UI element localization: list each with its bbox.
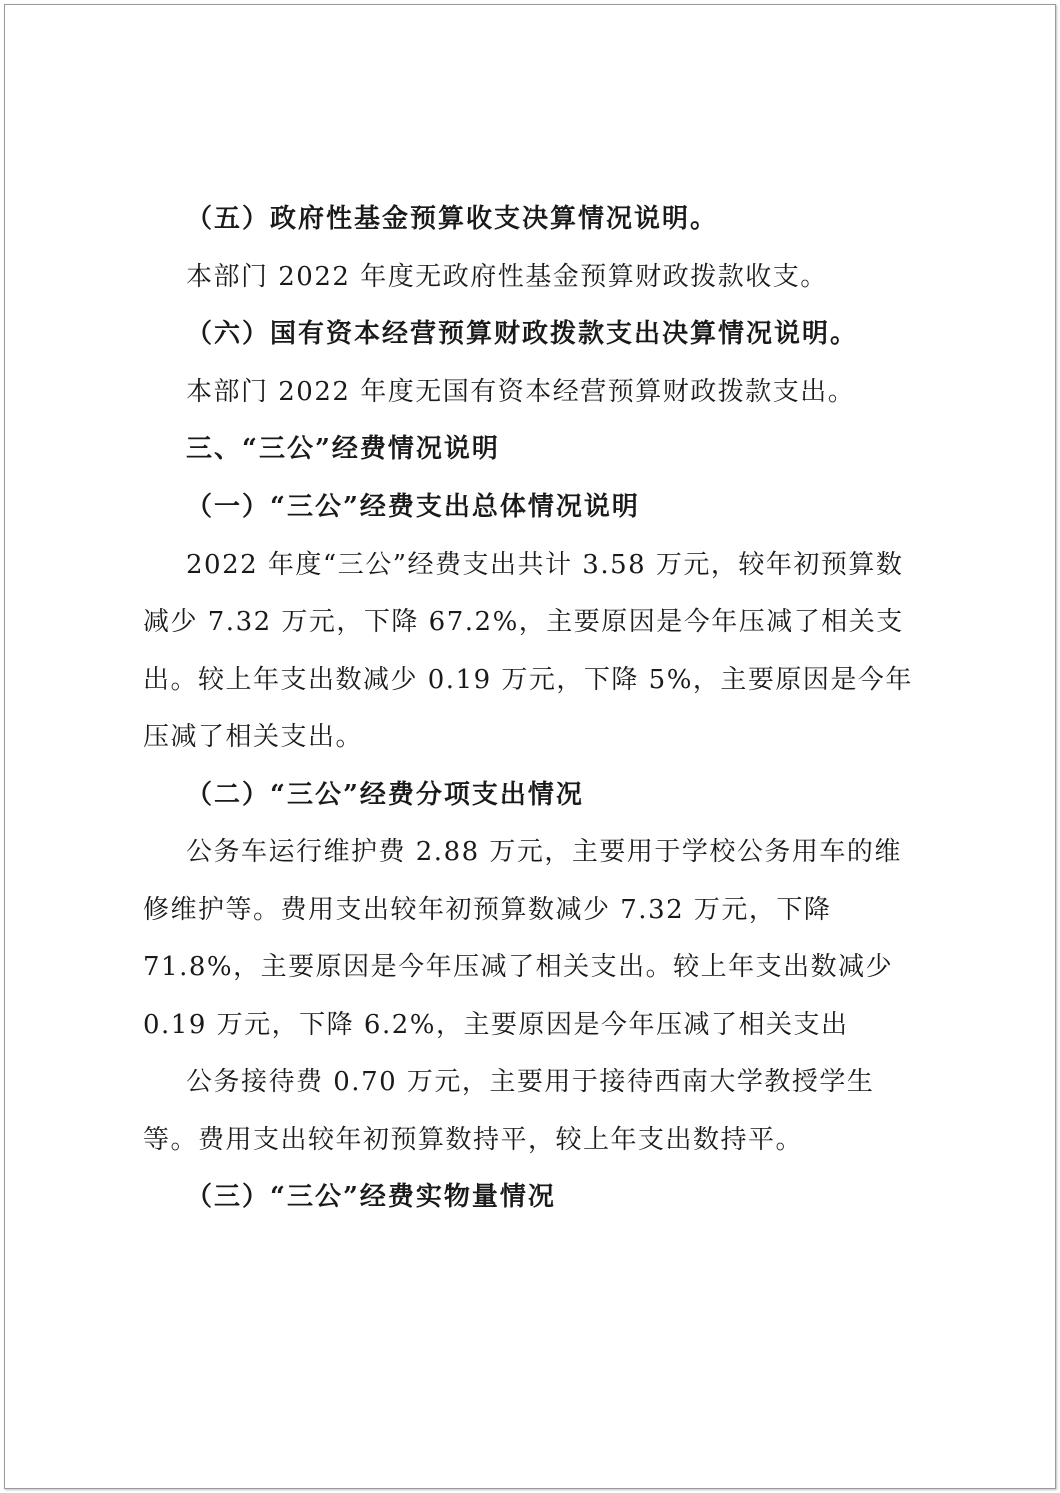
- section-6-heading: （六）国有资本经营预算财政拨款支出决算情况说明。: [186, 319, 859, 349]
- paragraph-1-line-1: 2022 年度“三公”经费支出共计 3.58 万元，较年初预算数: [186, 550, 904, 580]
- paragraph-2-line-4: 0.19 万元，下降 6.2%，主要原因是今年压减了相关支出: [143, 1010, 849, 1040]
- subsection-1-heading: （一）“三公”经费支出总体情况说明: [186, 492, 640, 522]
- paragraph-3-line-1: 公务接待费 0.70 万元，主要用于接待西南大学教授学生: [186, 1067, 875, 1097]
- paragraph-2-line-3: 71.8%，主要原因是今年压减了相关支出。较上年支出数减少: [143, 952, 894, 982]
- paragraph-1-line-4: 压减了相关支出。: [143, 722, 364, 752]
- subsection-3-heading: （三）“三公”经费实物量情况: [186, 1182, 556, 1212]
- paragraph-1-line-3: 出。较上年支出数减少 0.19 万元，下降 5%，主要原因是今年: [143, 665, 913, 695]
- section-6-text: 本部门 2022 年度无国有资本经营预算财政拨款支出。: [186, 377, 856, 407]
- section-5-text: 本部门 2022 年度无政府性基金预算财政拨款收支。: [186, 262, 828, 292]
- paragraph-3-line-2: 等。费用支出较年初预算数持平，较上年支出数持平。: [143, 1125, 804, 1155]
- section-5-heading: （五）政府性基金预算收支决算情况说明。: [186, 204, 719, 234]
- paragraph-2-line-1: 公务车运行维护费 2.88 万元，主要用于学校公务用车的维: [186, 837, 902, 867]
- part-3-heading: 三、“三公”经费情况说明: [186, 434, 500, 464]
- paragraph-2-line-2: 修维护等。费用支出较年初预算数减少 7.32 万元，下降: [143, 895, 832, 925]
- paragraph-1-line-2: 减少 7.32 万元，下降 67.2%，主要原因是今年压减了相关支: [143, 607, 904, 637]
- subsection-2-heading: （二）“三公”经费分项支出情况: [186, 780, 584, 810]
